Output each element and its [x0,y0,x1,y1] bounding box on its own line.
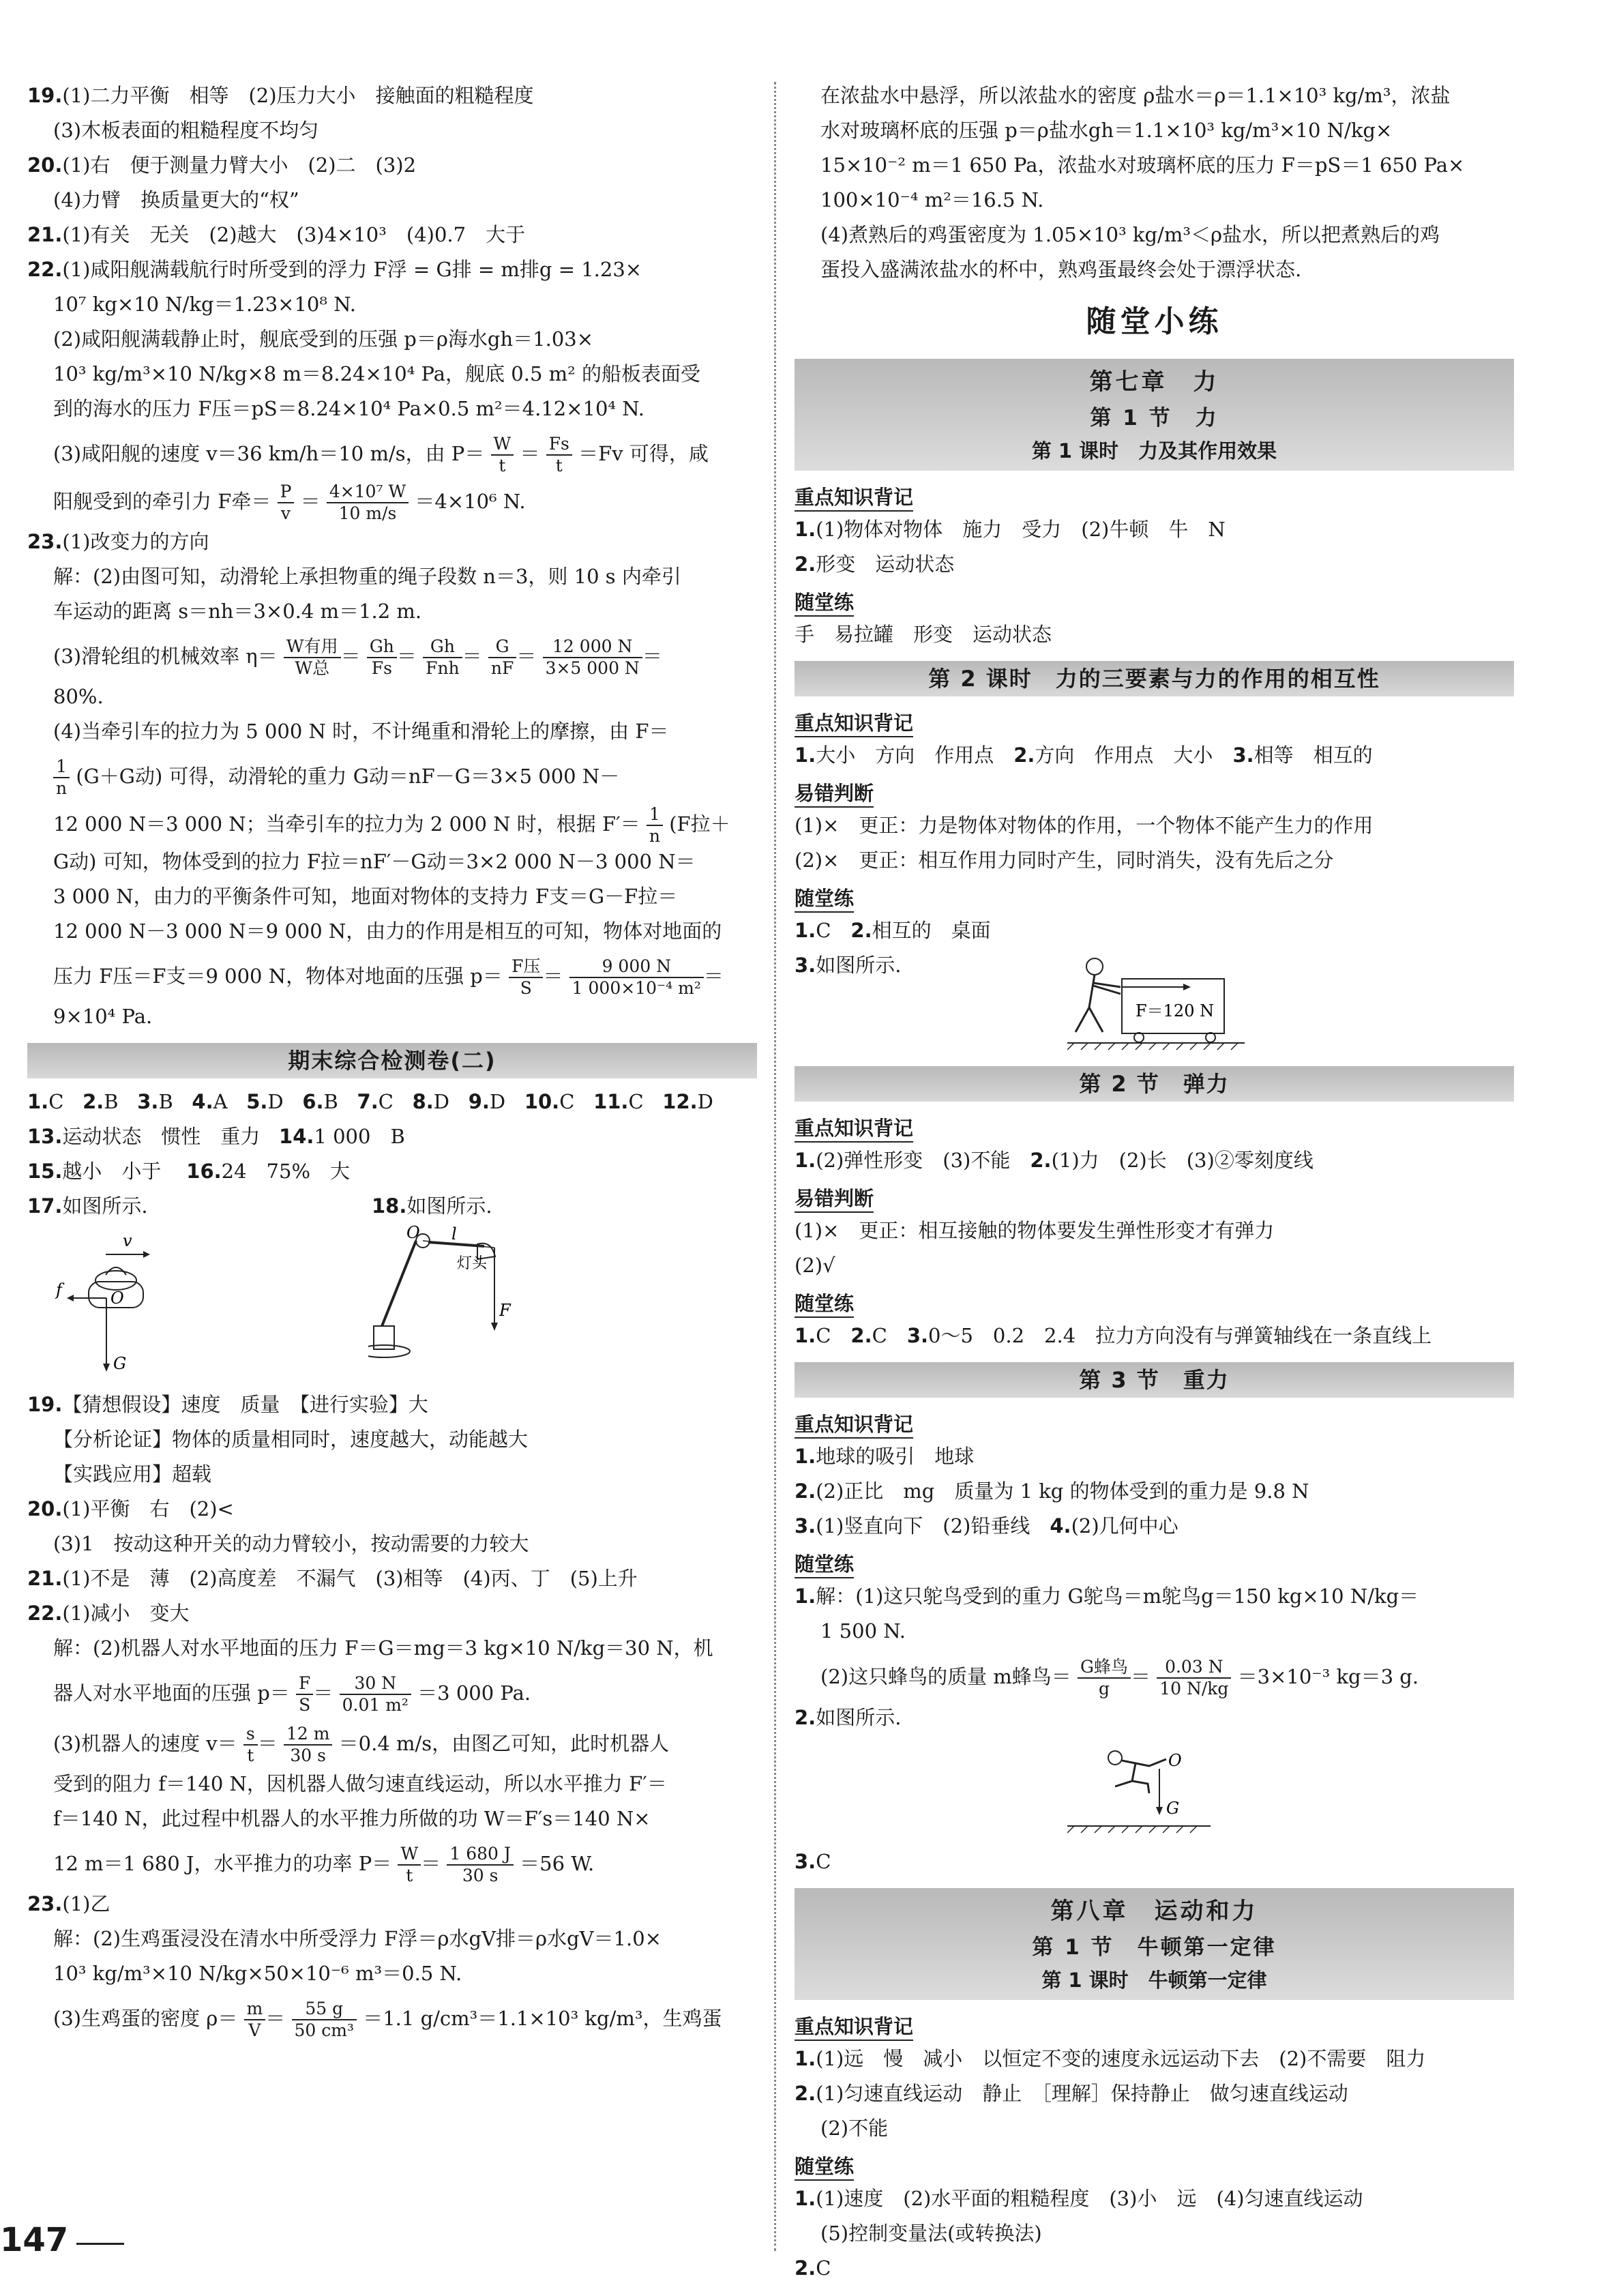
answer-23-line: (3)滑轮组的机械效率 η＝ $\frac{\text{W有用}}{\text{W总}}$ ＝ $\frac{Gh}{Fs}$ ＝ $\frac{Gh}{\text{Fnh}}$ ＝ $\frac{G}{nF}$ ＝ $\frac{12 000 N}{3\times 5 000 N}$ ＝ [53,636,662,678]
answer-23b-line: 10³ kg/m³×10 N/kg×50×10⁻⁶ m³＝0.5 N. [53,1962,462,1985]
answer-23b: 23.(1)乙 [27,1892,110,1915]
list-item: 2.(1)匀速直线运动 静止 ［理解］保持静止 做匀速直线运动 [795,2082,1348,2105]
practice-title: 随堂小练 [1086,304,1223,339]
error-judgment-heading: 易错判断 [795,780,874,808]
practice-heading: 随堂练 [795,885,854,913]
answer-22-line: 阳舰受到的牵引力 F牵＝ $\frac{P}{v}$ ＝ $\frac{\text{4×10⁷ W}}{10 m/s}$ ＝4×10⁶ N. [53,482,526,523]
label-F: F [499,1301,511,1320]
list-item: 1.大小 方向 作用点 2.方向 作用点 大小 3.相等 相互的 [795,744,1373,767]
answer-23-line: 9×10⁴ Pa. [53,1005,153,1028]
key-knowledge-heading: 重点知识背记 [795,1115,913,1143]
list-item: (5)控制变量法(或转换法) [820,2222,1042,2245]
continued-line: 蛋投入盛满浓盐水的杯中，熟鸡蛋最终会处于漂浮状态. [820,258,1302,281]
list-item: 1.(1)远 慢 减小 以恒定不变的速度永远运动下去 (2)不需要 阻力 [795,2047,1426,2070]
list-item: (2)√ [795,1254,835,1277]
fraction: $\frac{9 000 N}{\text{1 000×10⁻⁴ m²}}$ [569,956,704,999]
column-divider [774,82,776,2251]
label-lamp-head: 灯头 [457,1255,488,1272]
list-item: 1.C 2.相互的 桌面 [795,919,991,942]
key-knowledge-heading: 重点知识背记 [795,2014,913,2041]
answer-22-line: (3)咸阳舰的速度 v＝36 km/h＝10 m/s，由 P＝ $\frac{W}{t}$ ＝ $\frac{Fs}{t}$ ＝Fv 可得，咸 [53,434,709,475]
label-g: G [113,1354,127,1373]
chapter-title: 第七章 力 [1089,368,1219,396]
list-item: (2)× 更正：相互作用力同时产生，同时消失，没有先后之分 [795,849,1334,872]
lesson-2-bar: 第 2 课时 力的三要素与力的作用的相互性 [795,661,1514,696]
key-knowledge-heading: 重点知识背记 [795,710,913,737]
figures-17-18 [27,1223,757,1391]
figure-jumper [795,1739,1514,1848]
answer-23-line: $\frac{1}{n}$ (G＋G动) 可得，动滑轮的重力 G动＝nF－G＝3×5 000 N－ [27,752,757,800]
label-o: O [1168,1751,1182,1770]
fraction: $\frac{55 g}{\text{50 cm³}}$ [292,1999,357,2041]
answer-19: 19.(1)二力平衡 相等 (2)压力大小 接触面的粗糙程度 [27,84,534,107]
jumper-gravity-diagram [1067,1739,1217,1841]
label-o: O [110,1289,124,1308]
list-item: (2)这只蜂鸟的质量 m蜂鸟＝ $\frac{\text{G蜂鸟}}{g}$ ＝ $\frac{0.03 N}{10 N/kg}$ ＝3×10⁻³ kg＝3 g. [820,1657,1419,1698]
answer-19-line2: (3)木板表面的粗糙程度不均匀 [53,119,319,142]
fraction: $\frac{Gh}{\text{Fnh}}$ [423,636,462,679]
label-o: O [406,1223,420,1242]
section-3-bar: 第 3 节 重力 [795,1362,1514,1398]
fraction: $\frac{1}{n}$ [647,804,663,847]
key-knowledge-heading: 重点知识背记 [795,1411,913,1439]
list-item: 2.如图所示. [795,1706,902,1729]
exam-title-bar: 期末综合检测卷(二) [27,1043,757,1078]
answer-17-18: 17.如图所示. 18.如图所示. [27,1194,492,1218]
answer-22b-line: 受到的阻力 f＝140 N，因机器人做匀速直线运动，所以水平推力 F′＝ [53,1772,667,1795]
list-item: 1.地球的吸引 地球 [795,1445,975,1468]
section-2-bar: 第 2 节 弹力 [795,1066,1514,1102]
fraction: $\frac{s}{t}$ [243,1724,258,1766]
list-item: 3.C [795,1850,831,1873]
answer-21b: 21.(1)不是 薄 (2)高度差 不漏气 (3)相等 (4)丙、丁 (5)上升 [27,1567,638,1590]
list-item: 3.(1)竖直向下 (2)铅垂线 4.(2)几何中心 [795,1514,1178,1537]
list-item: 1 500 N. [820,1619,906,1643]
lesson-title: 第 1 课时 牛顿第一定律 [1041,1969,1267,1992]
fraction: $\frac{0.03 N}{10 N/kg}$ [1157,1657,1231,1699]
answer-23b-line: (3)生鸡蛋的密度 ρ＝ $\frac{m}{V}$ ＝ $\frac{55 g}{\text{50 cm³}}$ ＝1.1 g/cm³＝1.1×10³ kg/m³，生鸡蛋 [53,1999,722,2040]
fraction: $\frac{12 m}{30 s}$ [284,1724,332,1766]
list-item: (1)× 更正：力是物体对物体的作用，一个物体不能产生力的作用 [795,814,1374,837]
answer-22-line: (2)咸阳舰满载静止时，舰底受到的压强 p＝ρ海水gh＝1.03× [53,327,594,351]
label-g: G [1166,1799,1180,1818]
list-item: 3.如图所示. F＝120 N [795,952,1514,1061]
answer-22b: 22.(1)减小 变大 [27,1602,190,1625]
answer-23-line: 12 000 N－3 000 N＝9 000 N，由力的作用是相互的可知，物体对地面的 [53,919,722,943]
right-column [795,82,1514,2289]
fraction: $\frac{\text{4×10⁷ W}}{10 m/s}$ [327,482,409,524]
label-v: v [123,1231,132,1250]
section-title: 第 1 节 力 [1090,406,1219,430]
page-number: 147 [0,2221,69,2259]
label-l: l [451,1224,457,1243]
curling-stone-force-diagram [41,1227,218,1384]
fraction: $\frac{Fs}{t}$ [546,434,572,476]
fraction: $\frac{W}{t}$ [491,434,514,476]
answer-23-line: 3 000 N，由力的平衡条件可知，地面对物体的支持力 F支＝G－F拉＝ [53,885,678,908]
answer-19b: 19.【猜想假设】速度 质量 【进行实验】大 [27,1393,428,1416]
answer-23: 23.(1)改变力的方向 [27,530,209,553]
chapter-title: 第八章 运动和力 [1050,1898,1258,1925]
answer-19b-line: 【实践应用】超载 [53,1462,212,1486]
list-item: 手 易拉罐 形变 运动状态 [795,623,1052,646]
answer-22b-line: (3)机器人的速度 v＝ $\frac{s}{t}$ ＝ $\frac{12 m}{30 s}$ ＝0.4 m/s，由图乙可知，此时机器人 [53,1724,670,1765]
left-column [27,82,757,2045]
continued-line: 水对玻璃杯底的压强 p＝ρ盐水gh＝1.1×10³ kg/m³×10 N/kg× [820,119,1393,142]
answer-22-line: 到的海水的压力 F压＝pS＝8.24×10⁴ Pa×0.5 m²＝4.12×10⁴ N. [53,397,644,420]
answer-22b-line: 解：(2)机器人对水平地面的压力 F＝G＝mg＝3 kg×10 N/kg＝30 N，机 [53,1636,713,1660]
answer-23-line: 12 000 N＝3 000 N；当牵引车的拉力为 2 000 N 时，根据 F′＝ $\frac{1}{n}$ (F拉＋ [53,804,730,846]
answer-22b-line: f＝140 N，此过程中机器人的水平推力所做的功 W＝F′s＝140 N× [53,1807,651,1830]
answer-20: 20.(1)右 便于测量力臂大小 (2)二 (3)2 [27,153,417,177]
continued-line: 100×10⁻⁴ m²＝16.5 N. [820,188,1044,211]
section-title: 第 1 节 牛顿第一定律 [1032,1935,1277,1960]
fraction: $\frac{W}{t}$ [398,1844,421,1886]
push-cart-figure [1067,952,1251,1054]
practice-heading: 随堂练 [795,2153,854,2181]
list-item: 1.C 2.C 3.0～5 0.2 2.4 拉力方向没有与弹簧轴线在一条直线上 [795,1324,1432,1347]
multiple-choice-answers: 1.C 2.B 3.B 4.A 5.D 6.B 7.C 8.D 9.D 10.C 11.C 12.D [27,1090,713,1113]
chapter-7-header [795,359,1514,471]
chapter-8-header [795,1888,1514,2000]
practice-heading: 随堂练 [795,1551,854,1578]
answer-22-line: 10⁷ kg×10 N/kg＝1.23×10⁸ N. [53,293,356,316]
answer-23-line: (4)当牵引车的拉力为 5 000 N 时，不计绳重和滑轮上的摩擦，由 F＝ [53,720,669,743]
continued-line: 15×10⁻² m＝1 650 Pa，浓盐水对玻璃杯底的压力 F＝pS＝1 650 Pa× [820,153,1465,177]
fraction: $\frac{\text{W有用}}{\text{W总}}$ [284,636,341,679]
fraction: $\frac{F}{S}$ [296,1673,313,1716]
answer-23b-line: 解：(2)生鸡蛋浸没在清水中所受浮力 F浮＝ρ水gV排＝ρ水gV＝1.0× [53,1927,662,1950]
list-item: (1)× 更正：相互接触的物体要发生弹性形变才有弹力 [795,1219,1275,1242]
practice-heading: 随堂练 [795,589,854,617]
continued-line: (4)煮熟后的鸡蛋密度为 1.05×10³ kg/m³＜ρ盐水，所以把煮熟后的鸡 [820,223,1440,246]
list-item: 2.形变 运动状态 [795,553,955,576]
fraction: $\frac{\text{G蜂鸟}}{g}$ [1078,1657,1131,1699]
list-item: (2)不能 [820,2117,889,2140]
continued-line: 在浓盐水中悬浮，所以浓盐水的密度 ρ盐水＝ρ＝1.1×10³ kg/m³，浓盐 [820,84,1451,107]
fraction: $\frac{P}{v}$ [278,482,295,524]
answer-22: 22.(1)咸阳舰满载航行时所受到的浮力 F浮 = G排 = m排g = 1.23× [27,258,642,281]
answer-21: 21.(1)有关 无关 (2)越大 (3)4×10³ (4)0.7 大于 [27,223,526,246]
answer-23-line: 80%. [53,685,104,708]
page-number-rule [76,2243,124,2245]
fraction: $\frac{Gh}{Fs}$ [367,636,397,679]
list-item: 2.(2)正比 mg 质量为 1 kg 的物体受到的重力是 9.8 N [795,1480,1309,1503]
fraction: $\frac{G}{nF}$ [488,636,516,679]
list-item: 1.(1)物体对物体 施力 受力 (2)牛顿 牛 N [795,518,1226,541]
fraction: $\frac{30 N}{\text{0.01 m²}}$ [340,1673,411,1716]
answer-20b-line: (3)1 按动这种开关的动力臂较小，按动需要的力较大 [53,1532,529,1555]
list-item: 1.解：(1)这只鸵鸟受到的重力 G鸵鸟＝m鸵鸟g＝150 kg×10 N/kg＝ [795,1585,1419,1608]
fraction: $\frac{1 680 J}{30 s}$ [447,1844,514,1886]
list-item: 1.(1)速度 (2)水平面的粗糙程度 (3)小 远 (4)匀速直线运动 [795,2187,1363,2210]
list-item: 1.(2)弹性形变 (3)不能 2.(1)力 (2)长 (3)②零刻度线 [795,1149,1314,1172]
practice-heading: 随堂练 [795,1291,854,1318]
answer-19b-line: 【分析论证】物体的质量相同时，速度越大，动能越大 [53,1428,529,1451]
fraction: $\frac{\text{F压}}{S}$ [509,956,543,999]
answer-22-line: 10³ kg/m³×10 N/kg×8 m＝8.24×10⁴ Pa，舰底 0.5 m² 的船板表面受 [53,362,700,385]
label-f: f [56,1280,62,1299]
answer-22b-line: 器人对水平地面的压强 p＝ $\frac{F}{S}$ ＝ $\frac{30 N}{\text{0.01 m²}}$ ＝3 000 Pa. [53,1673,531,1715]
answer-20-line2: (4)力臂 换质量更大的“权” [53,188,299,211]
list-item: 2.C [795,2256,831,2280]
answer-20b: 20.(1)平衡 右 (2)< [27,1497,234,1520]
key-knowledge-heading: 重点知识背记 [795,484,913,512]
answer-15-16: 15.越小 小于 16.24 75% 大 [27,1160,350,1183]
fraction: $\frac{1}{n}$ [53,756,70,799]
answer-23-line: 解：(2)由图可知，动滑轮上承担物重的绳子段数 n＝3，则 10 s 内牵引 [53,565,681,588]
answer-23-line: G动) 可知，物体受到的拉力 F拉＝nF′－G动＝3×2 000 N－3 000 N＝ [53,850,696,873]
force-label: F＝120 N [1136,1001,1215,1020]
answer-23-line: 压力 F压＝F支＝9 000 N，物体对地面的压强 p＝ $\frac{\text{F压}}{S}$ ＝ $\frac{9 000 N}{\text{1 000×10⁻⁴ m²}}$ ＝ [53,956,724,998]
desk-lamp-lever-diagram [368,1220,573,1377]
fraction: $\frac{12 000 N}{3\times 5 000 N}$ [543,636,642,679]
error-judgment-heading: 易错判断 [795,1186,874,1213]
answer-13-14: 13.运动状态 惯性 重力 14.1 000 B [27,1125,405,1148]
lesson-title: 第 1 课时 力及其作用效果 [1031,439,1277,462]
fraction: $\frac{m}{V}$ [244,1999,266,2041]
answer-23-line: 车运动的距离 s＝nh＝3×0.4 m＝1.2 m. [53,600,422,623]
answer-22b-line: 12 m＝1 680 J，水平推力的功率 P＝ $\frac{W}{t}$ ＝ $\frac{1 680 J}{30 s}$ ＝56 W. [53,1844,595,1885]
